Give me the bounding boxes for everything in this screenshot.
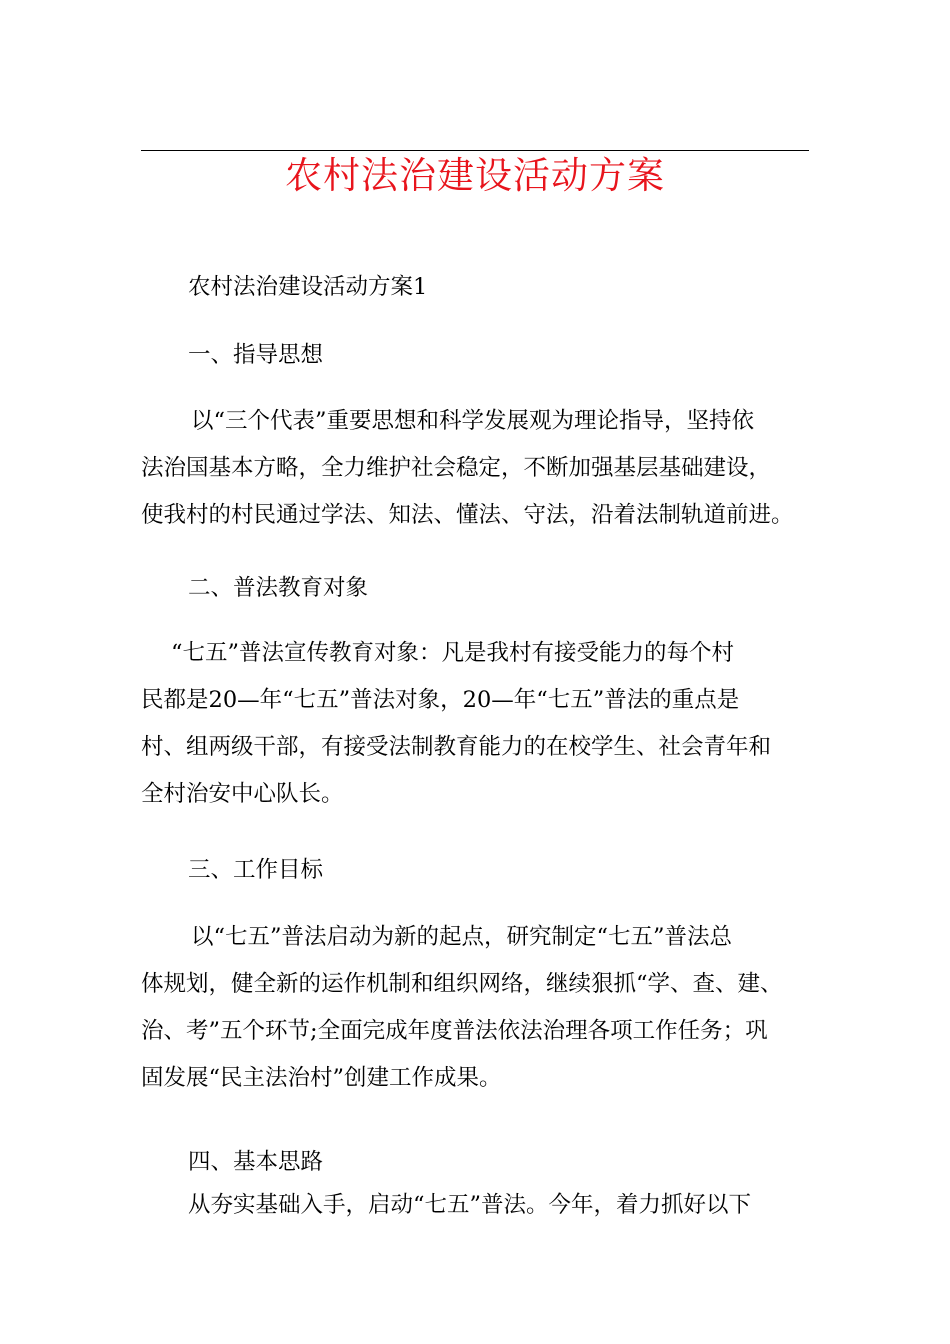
paragraph-line: 法治国基本方略，全力维护社会稳定，不断加强基层基础建设， xyxy=(141,455,772,481)
paragraph-line: 以“三个代表”重要思想和科学发展观为理论指导，坚持依 xyxy=(191,408,755,434)
paragraph-line: 以“七五”普法启动为新的起点，研究制定“七五”普法总 xyxy=(191,924,733,950)
paragraph-line: “七五”普法宣传教育对象：凡是我村有接受能力的每个村 xyxy=(171,640,735,666)
section-heading: 三、工作目标 xyxy=(188,857,324,883)
section-paragraph xyxy=(141,630,813,818)
paragraph-line: 村、组两级干部，有接受法制教育能力的在校学生、社会青年和 xyxy=(141,734,772,760)
section-heading: 四、基本思路 xyxy=(188,1149,324,1175)
document-subtitle: 农村法治建设活动方案1 xyxy=(188,274,428,300)
header-rule xyxy=(141,150,809,151)
paragraph-line: 从夯实基础入手，启动“七五”普法。今年，着力抓好以下 xyxy=(188,1192,752,1218)
section-heading: 一、指导思想 xyxy=(188,342,324,368)
paragraph-line: 全村治安中心队长。 xyxy=(141,781,344,807)
paragraph-line: 使我村的村民通过学法、知法、懂法、守法，沿着法制轨道前进。 xyxy=(141,502,794,528)
section-paragraph xyxy=(141,914,813,1102)
paragraph-line: 治、考”五个环节;全面完成年度普法依法治理各项工作任务；巩 xyxy=(141,1018,768,1044)
document-title: 农村法治建设活动方案 xyxy=(285,154,665,197)
section-heading: 二、普法教育对象 xyxy=(188,575,369,601)
paragraph-line: 固发展“民主法治村”创建工作成果。 xyxy=(141,1065,502,1091)
paragraph-line: 民都是20—年“七五”普法对象，20—年“七五”普法的重点是 xyxy=(141,687,740,713)
paragraph-line: 体规划，健全新的运作机制和组织网络，继续狠抓“学、查、建、 xyxy=(141,971,783,997)
section-paragraph xyxy=(141,398,813,539)
